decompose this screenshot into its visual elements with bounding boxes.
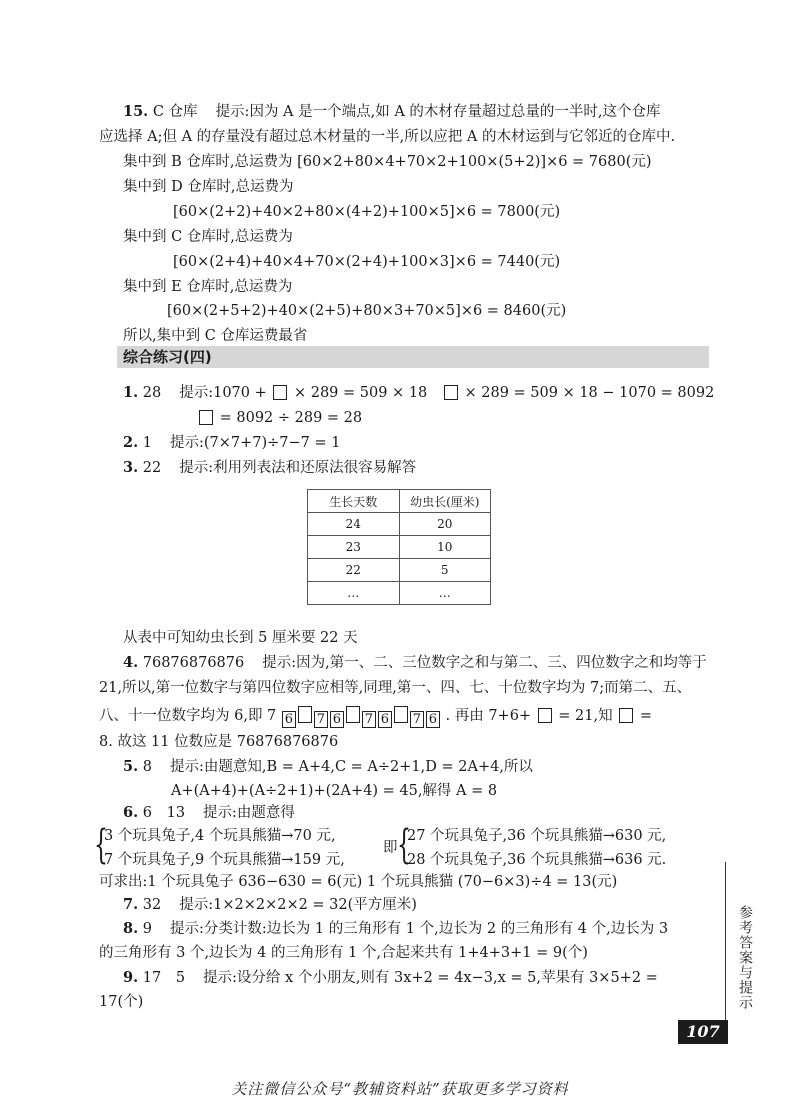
q8-number: 8. [123,920,139,937]
table-cell: 5 [399,559,491,582]
p15-line-5: [60×(2+2)+40×2+80×(4+2)+100×5]×6 = 7800(元) [173,204,561,220]
p15-line-6: 集中到 C 仓库时,总运费为 [123,229,293,245]
q9-line-2: 17(个) [99,994,144,1010]
q6-number: 6. [123,804,139,821]
digit-box: 6 [330,711,344,728]
table-header-cell: 生长天数 [308,490,400,513]
digit-box: 6 [282,711,296,728]
q1-line-2 [197,408,362,428]
p15-line-7: [60×(2+4)+40×4+70×(2+4)+100×3]×6 = 7440(元) [173,254,561,270]
q8-hint-1: 提示:分类计数:边长为 1 的三角形有 1 个,边长为 2 的三角形有 4 个,边长为 3 [169,921,669,937]
q6-answer-1: 6 [142,805,152,821]
q8-line-2: 的三角形有 3 个,边长为 4 的三角形有 1 个,合起来共有 1+4+3+1 = 9(个) [99,945,588,961]
q7-line [123,895,417,915]
digit-box [298,706,312,723]
p15-line-8: 集中到 E 仓库时,总运费为 [123,279,293,295]
section-title: 综合练习(四) [123,348,212,366]
q4-hint-3a: 八、十一位数字均为 6,即 7 [99,708,277,724]
left-brace-icon: { [94,822,108,868]
q8-answer: 9 [142,921,152,937]
table-header-cell: 幼虫长(厘米) [399,490,491,513]
q1-hint-a: 提示:1070 + [179,385,267,401]
q4-answer: 76876876876 [142,655,245,671]
table-cell: 24 [308,513,400,536]
q1-hint-b: × 289 = 509 × 18 [293,385,428,401]
p15-line-9: [60×(2+5+2)+40×(2+5)+80×3+70×5]×6 = 8460(元) [167,303,567,319]
side-section-label: 参考答案与提示 [737,905,753,1010]
q5-hint-1: 提示:由题意知,B = A+4,C = A÷2+1,D = 2A+4,所以 [169,759,533,775]
q5-line-1 [123,757,533,777]
p15-line-4: 集中到 D 仓库时,总运费为 [123,179,294,195]
q5-answer: 8 [142,759,152,775]
q6-result: 可求出:1 个玩具兔子 636−630 = 6(元) 1 个玩具熊猫 (70−6×3)÷4 = 13(元) [99,874,618,890]
q6-answer-2: 13 [166,805,186,821]
q4-line-2: 21,所以,第一位数字与第四位数字应相等,同理,第一、四、七、十位数字均为 7;而第二、五、 [99,680,692,696]
q7-number: 7. [123,896,139,913]
q4-line-3 [99,706,652,728]
growth-table [307,489,491,605]
p15-line-3: 集中到 B 仓库时,总运费为 [60×2+80×4+70×2+100×(5+2)]×6 = 7680(元) [123,154,652,170]
q6-eq-1: 3 个玩具兔子,4 个玩具熊猫→70 元, [104,828,336,844]
table-row [308,582,491,605]
left-brace-icon: { [397,822,411,868]
blank-box [619,708,633,723]
q9-answer-2: 5 [175,970,186,986]
q1-answer: 28 [142,385,162,401]
q4-hint-3c: = 21,知 [558,708,613,724]
q9-line-1 [123,968,658,988]
q3-line [123,458,416,478]
p15-line-10: 所以,集中到 C 仓库运费最省 [123,328,308,344]
q7-answer: 32 [142,897,162,913]
q9-hint-1: 提示:设分给 x 个小朋友,则有 3x+2 = 4x−3,x = 5,苹果有 3×5+2 = [203,970,658,986]
q4-hint-1: 提示:因为,第一、二、三位数字之和与第二、三、四位数字之和均等于 [262,655,707,671]
table-header-row [308,490,491,513]
p15-hint: 提示:因为 A 是一个端点,如 A 的木材存量超过总量的一半时,这个仓库 [215,104,661,120]
q1-line-1 [123,383,714,403]
q2-hint: 提示:(7×7+7)÷7−7 = 1 [169,435,341,451]
q1-hint-d: = 8092 ÷ 289 = 28 [219,410,363,426]
p15-number: 15. [123,103,149,120]
blank-box [199,410,213,425]
q3-conclusion: 从表中可知幼虫长到 5 厘米要 22 天 [123,630,358,646]
q6-eq-4: 28 个玩具兔子,36 个玩具熊猫→636 元. [407,852,667,868]
p15-line-2: 应选择 A;但 A 的存量没有超过总木材量的一半,所以应把 A 的木材运到与它邻近的仓库中. [99,129,676,145]
blank-box [538,708,552,723]
table-cell: 22 [308,559,400,582]
table-cell: 23 [308,536,400,559]
q7-hint: 提示:1×2×2×2×2 = 32(平方厘米) [179,897,417,913]
table-cell: … [399,582,491,605]
q5-number: 5. [123,758,139,775]
q4-line-1 [123,653,707,673]
digit-box: 6 [378,711,392,728]
table-row [308,536,491,559]
table-row [308,513,491,536]
q6-line-1 [123,803,295,823]
blank-box [444,385,458,400]
q2-answer: 1 [142,435,152,451]
q6-eq-3: 27 个玩具兔子,36 个玩具熊猫→630 元, [407,828,667,844]
digit-box [346,706,360,723]
side-divider [725,862,726,1032]
digit-box [394,706,408,723]
q3-number: 3. [123,459,139,476]
digit-box: 6 [426,711,440,728]
digit-box: 7 [410,711,424,728]
q3-hint: 提示:利用列表法和还原法很容易解答 [179,460,417,476]
q9-number: 9. [123,969,139,986]
q6-eq-2: 7 个玩具兔子,9 个玩具熊猫→159 元, [104,852,345,868]
footer-watermark: 关注微信公众号“教辅资料站”获取更多学习资料 [231,1080,569,1098]
table-cell: 10 [399,536,491,559]
q4-number: 4. [123,654,139,671]
q6-hint: 提示:由题意得 [203,805,295,821]
q5-line-2: A+(A+4)+(A÷2+1)+(2A+4) = 45,解得 A = 8 [171,783,498,799]
table-cell: … [308,582,400,605]
q1-hint-c: × 289 = 509 × 18 − 1070 = 8092 [464,385,715,401]
q3-answer: 22 [142,460,162,476]
q4-line-4: 8. 故这 11 位数应是 76876876876 [99,734,339,750]
q4-hint-3b: . 再由 7+6+ [445,708,532,724]
blank-box [273,385,287,400]
q2-line [123,433,341,453]
table-cell: 20 [399,513,491,536]
q9-answer-1: 17 [142,970,162,986]
p15-line-1 [123,102,661,122]
q1-number: 1. [123,384,139,401]
q2-number: 2. [123,434,139,451]
digit-box: 7 [362,711,376,728]
q8-line-1 [123,919,668,939]
table-row [308,559,491,582]
page-number: 107 [678,1020,728,1044]
digit-box: 7 [314,711,328,728]
q6-ji: 即 [383,840,398,856]
p15-answer: C 仓库 [152,104,198,120]
q4-hint-3d: = [639,708,652,724]
